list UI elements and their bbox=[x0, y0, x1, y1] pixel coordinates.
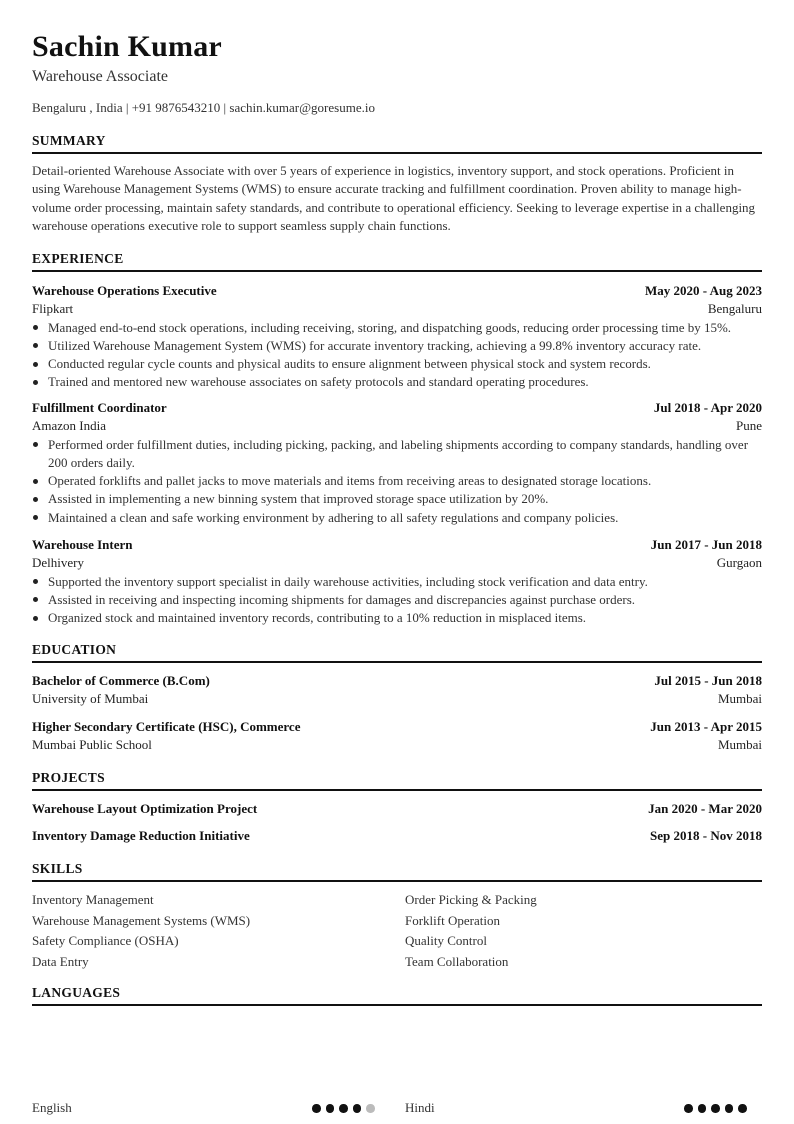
section-divider bbox=[32, 270, 762, 272]
empty-dot-icon bbox=[366, 1104, 375, 1113]
list-item: Assisted in implementing a new binning system that improved storage space utilization by 20%. bbox=[32, 490, 762, 508]
job-company: Delhivery bbox=[32, 555, 84, 571]
list-item: Assisted in receiving and inspecting incoming shipments for damages and discrepancies against purchase orders. bbox=[32, 591, 762, 609]
job-location: Bengaluru bbox=[707, 301, 762, 317]
list-item: Maintained a clean and safe working environment by adhering to all safety regulations and company policies. bbox=[32, 509, 762, 527]
skill-item: Safety Compliance (OSHA) bbox=[32, 933, 179, 948]
school-location: Mumbai bbox=[717, 737, 762, 753]
proficiency-rating bbox=[684, 1104, 752, 1113]
section-heading: EXPERIENCE bbox=[32, 251, 124, 266]
section-divider bbox=[32, 152, 762, 154]
summary-section bbox=[32, 131, 762, 236]
section-heading: LANGUAGES bbox=[32, 985, 121, 1000]
bullet-icon bbox=[33, 616, 38, 621]
education-entry bbox=[32, 718, 762, 755]
section-divider bbox=[32, 661, 762, 663]
project-entry bbox=[32, 800, 762, 818]
bullet-icon bbox=[33, 497, 38, 502]
filled-dot-icon bbox=[339, 1104, 348, 1113]
bullet-icon bbox=[33, 362, 38, 367]
filled-dot-icon bbox=[738, 1104, 747, 1113]
bullet-icon bbox=[33, 515, 38, 520]
filled-dot-icon bbox=[312, 1104, 321, 1113]
bullet-icon bbox=[33, 579, 38, 584]
job-dates: Jul 2018 - Apr 2020 bbox=[653, 400, 762, 415]
job-entry bbox=[32, 399, 762, 527]
list-item: Utilized Warehouse Management System (WMS) for accurate inventory tracking, achieving a 99.8% inventory accuracy rate. bbox=[32, 337, 762, 355]
education-section bbox=[32, 640, 762, 663]
proficiency-rating bbox=[312, 1104, 380, 1113]
section-divider bbox=[32, 1004, 762, 1006]
section-heading: SKILLS bbox=[32, 861, 83, 876]
skill-item: Quality Control bbox=[405, 933, 487, 948]
languages-row bbox=[32, 1098, 762, 1118]
job-dates: May 2020 - Aug 2023 bbox=[645, 283, 762, 298]
contact-line: Bengaluru , India | +91 9876543210 | sachin.kumar@goresume.io bbox=[32, 100, 375, 115]
section-heading: SUMMARY bbox=[32, 133, 106, 148]
job-bullets bbox=[32, 319, 762, 392]
job-location: Pune bbox=[736, 418, 762, 434]
bullet-icon bbox=[33, 343, 38, 348]
list-item: Conducted regular cycle counts and physical audits to ensure alignment between physical stock and system records. bbox=[32, 355, 762, 373]
list-item: Performed order fulfillment duties, including picking, packing, and labeling shipments according to company standards, handling over 200 orders daily. bbox=[32, 436, 762, 473]
list-item: Trained and mentored new warehouse associates on safety protocols and standard operating procedures. bbox=[32, 373, 762, 391]
school-location: Mumbai bbox=[717, 691, 762, 707]
skills-section bbox=[32, 859, 762, 882]
bullet-icon bbox=[33, 380, 38, 385]
bullet-icon bbox=[33, 442, 38, 447]
skill-item: Forklift Operation bbox=[405, 912, 500, 928]
job-location: Gurgaon bbox=[716, 555, 762, 571]
resume-page bbox=[32, 0, 762, 1115]
list-item: Organized stock and maintained inventory records, contributing to a 10% reduction in misplaced items. bbox=[32, 609, 762, 627]
section-heading: EDUCATION bbox=[32, 642, 117, 657]
bullet-icon bbox=[33, 479, 38, 484]
candidate-name: Sachin Kumar bbox=[32, 30, 222, 63]
job-title: Warehouse Associate bbox=[32, 68, 168, 85]
summary-text: Detail-oriented Warehouse Associate with over 5 years of experience in logistics, inventory support, and stock operations. Proficient in using Warehouse Management Systems (WMS) to ensure accurate tracking and fulfillment coordination. Proven ability to manage high-volume order processing, maintain safety standards, and contribute to operational efficiency. Seeking to leverage expertise in a challenging warehouse operations executive role to support seamless supply chain functions. bbox=[32, 163, 756, 234]
project-entry bbox=[32, 827, 762, 845]
job-role: Fulfillment Coordinator bbox=[32, 400, 167, 415]
list-item: Managed end-to-end stock operations, including receiving, storing, and dispatching goods, reducing order processing time by 15%. bbox=[32, 319, 762, 337]
project-dates: Jan 2020 - Mar 2020 bbox=[648, 801, 762, 816]
bullet-icon bbox=[33, 597, 38, 602]
education-entry bbox=[32, 672, 762, 709]
job-bullets bbox=[32, 436, 762, 527]
project-name: Warehouse Layout Optimization Project bbox=[32, 801, 258, 816]
project-name: Inventory Damage Reduction Initiative bbox=[32, 828, 250, 843]
filled-dot-icon bbox=[698, 1104, 707, 1113]
list-item: Operated forklifts and pallet jacks to move materials and items from receiving areas to designated storage locations. bbox=[32, 472, 762, 490]
education-dates: Jun 2013 - Apr 2015 bbox=[650, 719, 762, 734]
experience-section bbox=[32, 249, 762, 272]
degree-name: Bachelor of Commerce (B.Com) bbox=[32, 673, 210, 688]
skill-item: Order Picking & Packing bbox=[405, 892, 537, 907]
languages-section bbox=[32, 983, 762, 1006]
degree-name: Higher Secondary Certificate (HSC), Commerce bbox=[32, 719, 301, 734]
education-dates: Jul 2015 - Jun 2018 bbox=[654, 673, 762, 688]
job-dates: Jun 2017 - Jun 2018 bbox=[650, 537, 762, 552]
list-item: Supported the inventory support specialist in daily warehouse activities, including stock verification and data entry. bbox=[32, 573, 762, 591]
skill-item: Data Entry bbox=[32, 953, 89, 969]
filled-dot-icon bbox=[711, 1104, 720, 1113]
job-role: Warehouse Intern bbox=[32, 537, 133, 552]
filled-dot-icon bbox=[684, 1104, 693, 1113]
job-company: Amazon India bbox=[32, 418, 107, 434]
skill-item: Inventory Management bbox=[32, 892, 154, 907]
job-entry bbox=[32, 282, 762, 392]
filled-dot-icon bbox=[353, 1104, 362, 1113]
bullet-icon bbox=[33, 325, 38, 330]
job-bullets bbox=[32, 573, 762, 628]
job-role: Warehouse Operations Executive bbox=[32, 283, 217, 298]
language-name: Hindi bbox=[405, 1100, 435, 1115]
skill-item: Team Collaboration bbox=[405, 953, 509, 969]
job-company: Flipkart bbox=[32, 301, 74, 317]
filled-dot-icon bbox=[326, 1104, 335, 1113]
skill-item: Warehouse Management Systems (WMS) bbox=[32, 912, 251, 928]
school-name: University of Mumbai bbox=[32, 691, 149, 707]
projects-section bbox=[32, 768, 762, 791]
filled-dot-icon bbox=[725, 1104, 734, 1113]
skills-grid bbox=[32, 890, 762, 974]
project-dates: Sep 2018 - Nov 2018 bbox=[650, 828, 762, 843]
section-divider bbox=[32, 880, 762, 882]
language-name: English bbox=[32, 1100, 72, 1115]
section-heading: PROJECTS bbox=[32, 770, 105, 785]
job-entry bbox=[32, 536, 762, 627]
school-name: Mumbai Public School bbox=[32, 737, 152, 753]
section-divider bbox=[32, 789, 762, 791]
